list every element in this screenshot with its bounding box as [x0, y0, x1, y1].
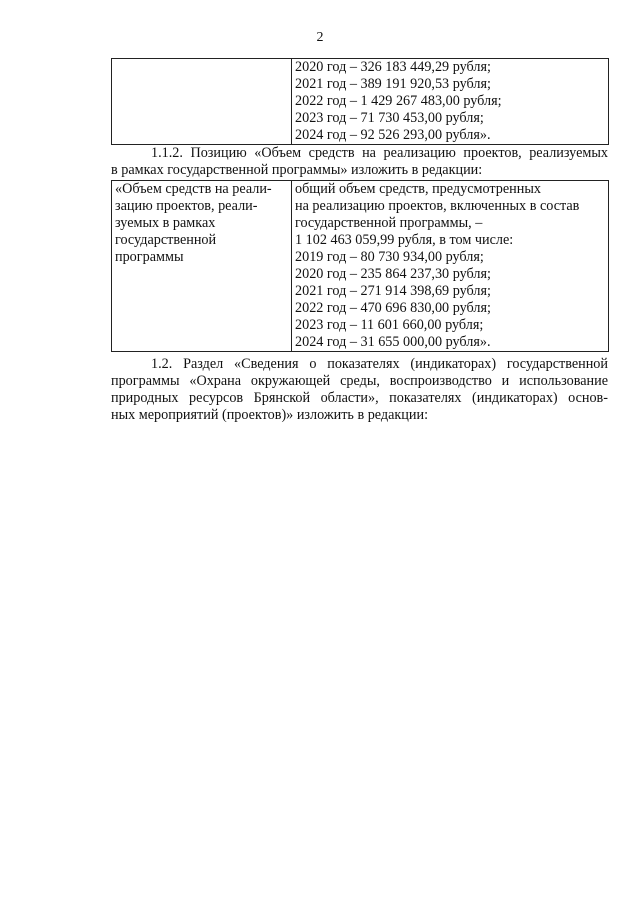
table-line: 2024 год – 92 526 293,00 рубля». [295, 127, 491, 143]
page-number: 2 [316, 30, 324, 45]
table-cell-right [292, 181, 609, 352]
table-line: 2024 год – 31 655 000,00 рубля». [295, 334, 491, 350]
table-line: 2020 год – 235 864 237,30 рубля; [295, 266, 491, 282]
table-line: государственной программы, – [295, 215, 483, 231]
table-line: программы [115, 249, 184, 265]
paragraph-line: 1.1.2. Позицию «Объем средств на реализацию проектов, реализуемых [151, 145, 608, 161]
table-line: 2021 год – 389 191 920,53 рубля; [295, 76, 491, 92]
paragraph-line: ных мероприятий (проектов)» изложить в редакции: [111, 407, 429, 423]
budget-table-continuation [111, 58, 609, 145]
paragraph-line: природных ресурсов Брянской области», показателях (индикаторах) основ- [111, 390, 608, 406]
table-line: 2023 год – 11 601 660,00 рубля; [295, 317, 484, 333]
table-line: 2019 год – 80 730 934,00 рубля; [295, 249, 484, 265]
table-line: 2022 год – 1 429 267 483,00 рубля; [295, 93, 502, 109]
table-cell-right [292, 59, 609, 145]
projects-funding-table [111, 180, 609, 352]
table-line: общий объем средств, предусмотренных [295, 181, 541, 197]
table-line: 2021 год – 271 914 398,69 рубля; [295, 283, 491, 299]
table-line: государственной [115, 232, 217, 248]
table-cell-left [112, 181, 292, 352]
table-row [112, 181, 609, 352]
paragraph-1-1-2 [111, 145, 608, 179]
table-line: зацию проектов, реали- [115, 198, 258, 214]
paragraph-line: 1.2. Раздел «Сведения о показателях (индикаторах) государственной [151, 356, 608, 372]
table-line: 2020 год – 326 183 449,29 рубля; [295, 59, 491, 75]
table-line: 2023 год – 71 730 453,00 рубля; [295, 110, 484, 126]
table-row [112, 59, 609, 145]
table-line: 2022 год – 470 696 830,00 рубля; [295, 300, 491, 316]
paragraph-line: в рамках государственной программы» изложить в редакции: [111, 162, 483, 178]
table-line: «Объем средств на реали- [115, 181, 272, 197]
paragraph-line: программы «Охрана окружающей среды, воспроизводство и использование [111, 373, 608, 389]
table-line: зуемых в рамках [115, 215, 216, 231]
table-line: 1 102 463 059,99 рубля, в том числе: [295, 232, 514, 248]
table-cell-left [112, 59, 292, 145]
paragraph-1-2 [111, 356, 608, 424]
table-line: на реализацию проектов, включенных в состав [295, 198, 580, 214]
